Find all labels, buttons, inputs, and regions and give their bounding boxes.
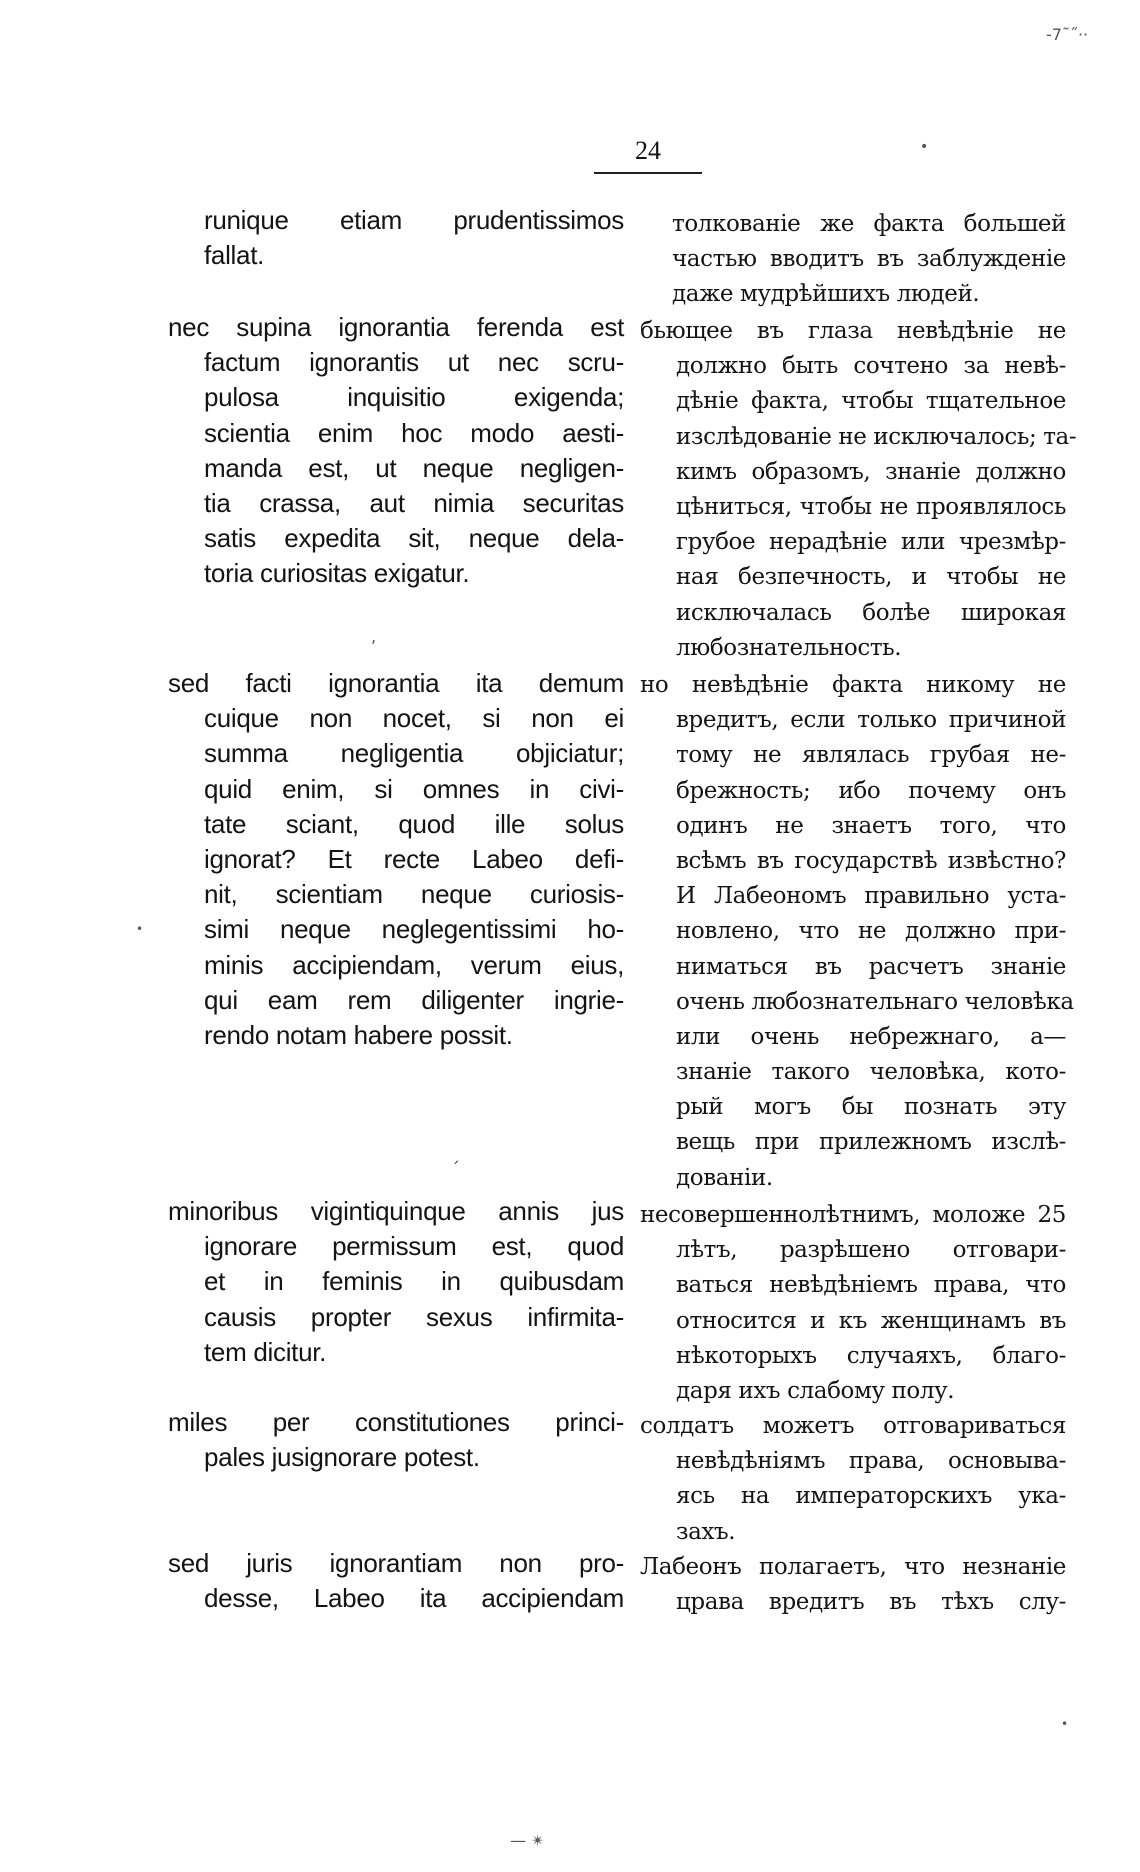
russian-paragraph-3 bbox=[640, 668, 1074, 1196]
latin-line: manda est, ut neque negligen- bbox=[204, 452, 624, 483]
latin-line: pulosa inquisitio exigenda; bbox=[204, 382, 624, 413]
latin-line: tia crassa, aut nimia securitas bbox=[204, 487, 624, 518]
latin-line: ignorare permissum est, quod bbox=[204, 1231, 624, 1262]
russian-paragraph-6 bbox=[640, 1550, 1066, 1620]
russian-line: ная безпечность, и чтобы не bbox=[676, 564, 1066, 591]
latin-line: et in feminis in quibusdam bbox=[204, 1266, 624, 1297]
russian-line: црава вредитъ въ тѣхъ слу- bbox=[676, 1589, 1066, 1616]
russian-line: даже мудрѣйшихъ людей. bbox=[672, 281, 980, 308]
russian-line: должно быть сочтено за невѣ- bbox=[676, 353, 1066, 380]
russian-line: относится и къ женщинамъ въ bbox=[676, 1307, 1066, 1334]
russian-line: исключалась болѣе широкая bbox=[676, 599, 1066, 626]
latin-line: toria curiositas exigatur. bbox=[204, 558, 470, 589]
russian-line: тому не являлась грубая не- bbox=[676, 742, 1066, 769]
russian-line: даря ихъ слабому полу. bbox=[676, 1377, 955, 1404]
russian-line: цѣниться, чтобы не проявлялось bbox=[676, 493, 1066, 520]
margin-dot-mark: • bbox=[136, 922, 144, 936]
latin-line: fallat. bbox=[204, 240, 265, 271]
russian-line: новлено, что не должно при- bbox=[676, 918, 1066, 945]
page-number-rule bbox=[594, 172, 702, 174]
latin-line: factum ignorantis ut nec scru- bbox=[204, 347, 624, 378]
latin-line: tate sciant, quod ille solus bbox=[204, 808, 624, 839]
russian-line: изслѣдованіе не исключалось; та- bbox=[676, 423, 1077, 450]
russian-line: грубое нерадѣніе или чрезмѣр- bbox=[676, 529, 1066, 556]
latin-line: scientia enim hoc modo aesti- bbox=[204, 417, 624, 448]
russian-line: захъ. bbox=[676, 1518, 736, 1545]
small-tick-mark: ´ bbox=[451, 1159, 460, 1180]
russian-line: рый могъ бы познать эту bbox=[676, 1094, 1066, 1121]
russian-line: или очень небрежнаго, а— bbox=[676, 1023, 1066, 1050]
russian-line: брежность; ибо почему онъ bbox=[676, 777, 1066, 804]
russian-line: вредитъ, если только причиной bbox=[676, 707, 1066, 734]
comma-speck-mark: , bbox=[371, 627, 377, 646]
russian-paragraph-5 bbox=[640, 1409, 1066, 1550]
latin-line: cuique non nocet, si non ei bbox=[204, 703, 624, 734]
russian-line: лѣтъ, разрѣшено отговари- bbox=[676, 1237, 1066, 1264]
bottom-ornament-mark: — ✴ bbox=[510, 1831, 545, 1850]
latin-line: quid enim, si omnes in civi- bbox=[204, 773, 624, 804]
page-number: 24 bbox=[635, 136, 661, 165]
latin-paragraph-3 bbox=[168, 666, 624, 1053]
latin-line: rendo notam habere possit. bbox=[204, 1019, 513, 1050]
russian-line: знаніе такого человѣка, кото- bbox=[676, 1059, 1066, 1086]
latin-line: tem dicitur. bbox=[204, 1336, 327, 1367]
russian-paragraph-4 bbox=[640, 1198, 1066, 1409]
russian-line: Лабеонъ полагаетъ, что незнаніе bbox=[640, 1554, 1066, 1580]
russian-line: любознательность. bbox=[676, 634, 902, 661]
latin-line: simi neque neglegentissimi ho- bbox=[204, 914, 624, 945]
russian-paragraph-2 bbox=[640, 314, 1077, 666]
latin-line: minoribus vigintiquinque annis jus bbox=[168, 1196, 624, 1226]
latin-line: satis expedita sit, neque dela- bbox=[204, 523, 624, 554]
russian-line: но невѣдѣніе факта никому не bbox=[640, 672, 1066, 698]
russian-line: невѣдѣніямъ права, основыва- bbox=[676, 1448, 1066, 1475]
russian-line: ясь на императорскихъ ука- bbox=[676, 1483, 1066, 1510]
latin-line: pales jusignorare potest. bbox=[204, 1442, 480, 1473]
latin-paragraph-1 bbox=[204, 203, 624, 273]
russian-line: И Лабеономъ правильно уста- bbox=[676, 883, 1066, 910]
russian-paragraph-1 bbox=[672, 207, 1066, 313]
russian-line: ваться невѣдѣніемъ права, что bbox=[676, 1272, 1066, 1299]
russian-line: вещь при прилежномъ изслѣ- bbox=[676, 1129, 1066, 1156]
latin-line: runique etiam prudentissimos bbox=[204, 205, 624, 235]
ink-speck-mark: • bbox=[920, 139, 929, 155]
latin-line: desse, Labeo ita accipiendam bbox=[204, 1583, 624, 1614]
russian-line: одинъ не знаетъ того, что bbox=[676, 812, 1066, 839]
russian-line: солдатъ можетъ отговариваться bbox=[640, 1413, 1066, 1439]
latin-line: nec supina ignorantia ferenda est bbox=[168, 312, 624, 342]
russian-line: бьющее въ глаза невѣдѣніе не bbox=[640, 318, 1066, 344]
russian-line: толкованіе же факта большей bbox=[672, 211, 1066, 237]
latin-paragraph-5 bbox=[168, 1405, 624, 1475]
russian-line: ниматься въ расчетъ знаніе bbox=[676, 953, 1066, 980]
latin-line: ignorat? Et recte Labeo defi- bbox=[204, 843, 624, 874]
russian-line: дѣніе факта, чтобы тщательное bbox=[676, 388, 1066, 415]
russian-line: частью вводитъ въ заблужденіе bbox=[672, 246, 1066, 273]
latin-line: sed facti ignorantia ita demum bbox=[168, 668, 624, 698]
latin-line: summa negligentia objiciatur; bbox=[204, 738, 624, 769]
latin-paragraph-2 bbox=[168, 310, 624, 592]
latin-line: miles per constitutiones princi- bbox=[168, 1407, 624, 1437]
russian-line: дованіи. bbox=[676, 1164, 773, 1191]
latin-line: causis propter sexus infirmita- bbox=[204, 1301, 624, 1332]
russian-line: кимъ образомъ, знаніе должно bbox=[676, 458, 1066, 485]
russian-line: несовершеннолѣтнимъ, моложе 25 bbox=[640, 1202, 1066, 1228]
russian-line: очень любознательнаго человѣка bbox=[676, 988, 1074, 1015]
russian-line: нѣкоторыхъ случаяхъ, благо- bbox=[676, 1342, 1066, 1369]
corner-scribble-mark: -7˜˝·· bbox=[1046, 25, 1089, 44]
russian-line: всѣмъ въ государствѣ извѣстно? bbox=[676, 847, 1066, 874]
right-margin-speck-mark: • bbox=[1061, 1717, 1069, 1731]
latin-line: sed juris ignorantiam non pro- bbox=[168, 1548, 624, 1578]
latin-line: nit, scientiam neque curiosis- bbox=[204, 879, 624, 910]
latin-paragraph-6 bbox=[168, 1546, 624, 1616]
latin-line: qui eam rem diligenter ingrie- bbox=[204, 984, 624, 1015]
latin-line: minis accipiendam, verum eius, bbox=[204, 949, 624, 980]
latin-paragraph-4 bbox=[168, 1194, 624, 1370]
